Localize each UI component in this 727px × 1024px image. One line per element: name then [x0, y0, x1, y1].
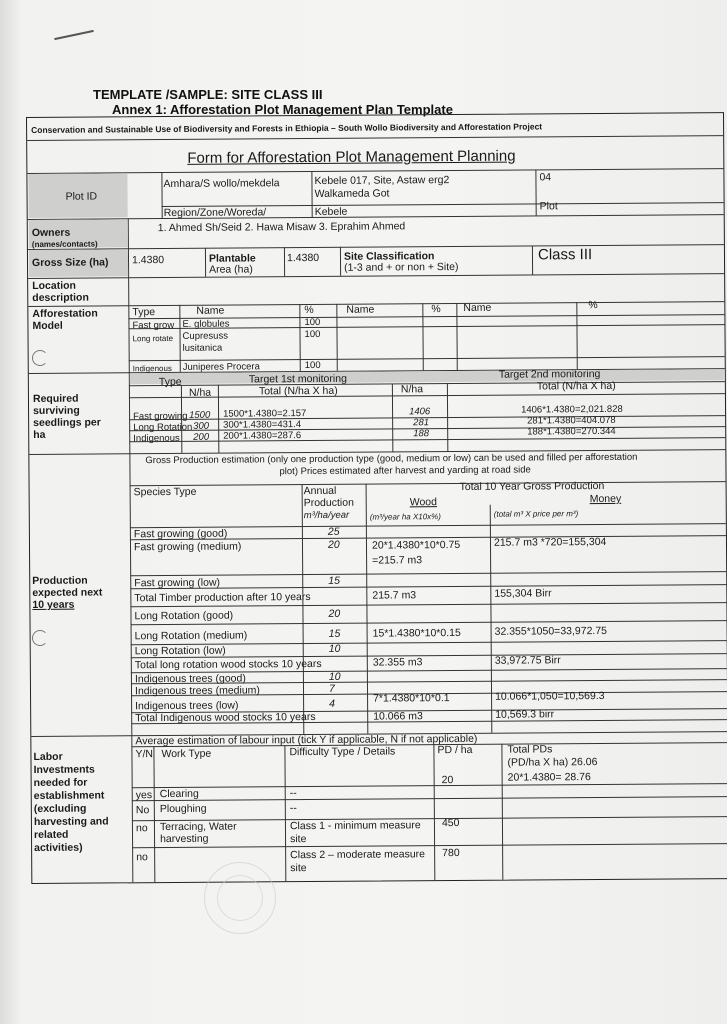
labor-label-8: activities) [34, 841, 83, 854]
production-row-annual: 7 [328, 682, 335, 695]
production-row-money: 10.066*1,050=10,569.3 [495, 689, 605, 703]
seedlings-row-total-2: 1406*1.4380=2,021.828 [521, 403, 623, 416]
labor-row-work: Clearing [159, 787, 199, 801]
labor-col-work: Work Type [161, 747, 212, 761]
labor-label-3: needed for [33, 776, 88, 789]
production-row-money: 33,972.75 Birr [494, 654, 561, 667]
production-row-species: Total Timber production after 10 years [134, 591, 311, 605]
location-label-2: description [32, 291, 89, 304]
labor-row-pd: 780 [442, 846, 460, 860]
seedlings-col-type: Type [158, 375, 182, 389]
production-row-species: Fast growing (medium) [133, 540, 242, 554]
production-row-wood-2: =215.7 m3 [372, 554, 423, 567]
labor-row-diff: Class 1 - minimum measure [289, 819, 421, 833]
production-row-species: Total long rotation wood stocks 10 years [134, 657, 322, 672]
model-col-pct-2: % [431, 303, 441, 316]
labor-col-total: Total PDs [507, 743, 553, 756]
model-label-2: Model [32, 319, 63, 332]
plot-value: 04 [539, 171, 552, 184]
faded-stamp [204, 862, 276, 934]
production-col-money: Money [589, 492, 622, 506]
labor-row-yn: no [136, 851, 148, 864]
production-row-species: Indigenous trees (low) [135, 699, 239, 713]
model-row-name-2: lusitanica [182, 342, 223, 354]
seedlings-row-nha: 200 [193, 431, 210, 443]
labor-row-yn: yes [135, 789, 153, 802]
labor-col-total-2: (PD/ha X ha) 26.06 [507, 756, 598, 769]
labor-label-6: harvesting and [33, 815, 109, 828]
production-row-money: 155,304 Birr [494, 587, 552, 600]
labor-row-work: Terracing, Water [159, 820, 237, 834]
production-col-annual: Annual [303, 484, 337, 498]
labor-row-yn: No [135, 804, 150, 817]
gross-size-value: 1.4380 [131, 254, 165, 267]
production-row-money: 32.355*1050=33,972.75 [494, 624, 608, 638]
production-row-annual: 25 [327, 525, 340, 538]
production-row-annual: 10 [328, 670, 341, 683]
model-col-name-2: Name [346, 303, 375, 316]
project-line: Conservation and Sustainable Use of Biodiversity and Forests in Ethiopia – South Wollo Biodiversity and Afforestation Project [31, 121, 543, 135]
kebele-value-2: Walkameda Got [314, 187, 390, 200]
production-row-money: 10,569.3 birr [495, 708, 555, 721]
owners-value: 1. Ahmed Sh/Seid 2. Hawa Misaw 3. Eprahim Ahmed [157, 220, 406, 235]
location-label: Location [32, 279, 76, 292]
production-row-species: Total Indigenous wood stocks 10 years [135, 710, 316, 725]
labor-row-diff-2: site [290, 862, 307, 875]
annex-heading: Annex 1: Afforestation Plot Management Plan Template [112, 102, 453, 117]
template-heading: TEMPLATE /SAMPLE: SITE CLASS III [93, 87, 323, 102]
model-label: Afforestation [32, 307, 98, 320]
labor-label: Labor [33, 750, 63, 763]
pen-mark [54, 30, 94, 40]
production-row-wood: 7*1.4380*10*0.1 [373, 692, 450, 705]
labor-col-diff: Difficulty Type / Details [289, 745, 396, 759]
labor-col-yn: Y/N [135, 748, 154, 761]
seedlings-label-4: ha [33, 428, 46, 441]
production-note: Gross Production estimation (only one production type (good, medium or low) can be used and filled per afforestation [145, 451, 638, 467]
model-col-pct: % [304, 303, 314, 317]
kebele-value: Kebele 017, Site, Astaw erg2 [314, 174, 450, 187]
model-row-name: Cupresuss [182, 330, 228, 342]
model-row-name: Juniperes Procera [182, 361, 260, 373]
production-row-annual: 15 [328, 574, 340, 587]
production-row-species: Fast growing (low) [134, 576, 221, 590]
production-col-wood: Wood [409, 496, 437, 509]
production-col-wood-sub: (m³/year ha X10x%) [369, 512, 441, 522]
seedlings-row-type: Indigenous [133, 432, 180, 445]
seedlings-row-type: Fast growing [133, 410, 188, 423]
plot-id-label: Plot ID [65, 190, 98, 203]
gross-size-label: Gross Size (ha) [31, 256, 109, 269]
production-row-annual: 20 [327, 538, 340, 551]
production-col-species: Species Type [133, 485, 197, 499]
production-row-annual: 20 [328, 607, 341, 620]
seedlings-row-nha: 1500 [189, 409, 211, 421]
production-row-species: Indigenous trees (medium) [134, 684, 260, 698]
labor-label-5: (excluding [33, 802, 87, 815]
seedlings-label-3: seedlings per [33, 416, 101, 429]
model-col-type: Type [132, 306, 156, 319]
seedlings-label: Required [32, 392, 79, 405]
model-row-type: Indigenous [132, 363, 172, 374]
labor-label-7: related [33, 828, 69, 841]
seedlings-row-total: 1500*1.4380=2.157 [223, 408, 307, 420]
production-row-wood: 32.355 m3 [372, 656, 423, 669]
punch-hole-mark [32, 350, 48, 366]
production-row-species: Long Rotation (good) [134, 609, 234, 623]
form-title: Form for Afforestation Plot Management Planning [187, 147, 516, 167]
labor-row-diff: -- [289, 802, 297, 815]
production-row-annual: 15 [328, 627, 341, 640]
site-class-sub: (1-3 and + or non + Site) [344, 260, 459, 274]
region-label: Region/Zone/Woreda/ [163, 206, 267, 220]
seedlings-row-type: Long Rotation [133, 421, 193, 434]
seedlings-row-total: 300*1.4380=431.4 [223, 419, 302, 431]
punch-hole-mark [32, 630, 48, 646]
owners-label: Owners [31, 226, 71, 239]
production-row-species: Fast growing (good) [133, 527, 228, 541]
model-row-name: E. globules [182, 318, 230, 330]
production-col-money-sub: (total m³ X price per m³) [493, 509, 579, 519]
seedlings-row-nha-2: 1406 [409, 406, 431, 418]
seedlings-row-nha-2: 188 [413, 428, 430, 440]
labor-row-diff: -- [289, 787, 297, 800]
labor-note: Average estimation of labour input (tick Y if applicable, N if not applicable) [135, 732, 478, 748]
production-col-annual-2: Production [303, 496, 354, 510]
owners-sublabel: (names/contacts) [31, 239, 98, 249]
plantable-value: 1.4380 [286, 251, 320, 265]
production-row-annual: 10 [328, 642, 341, 655]
production-row-wood: 15*1.4380*10*0.15 [372, 626, 461, 640]
production-row-annual: 4 [329, 697, 335, 710]
region-value: Amhara/S wollo/mekdela [163, 177, 280, 191]
production-col-annual-3: m³/ha/year [303, 509, 350, 522]
labor-row-diff: Class 2 – moderate measure [290, 848, 426, 862]
production-row-species: Long Rotation (low) [134, 644, 226, 658]
model-row-type: Fast grow [132, 319, 175, 332]
labor-row-pd: 20 [441, 774, 454, 787]
target-2-label: Target 2nd monitoring [498, 367, 601, 381]
production-col-total: Total 10 Year Gross Production [459, 479, 605, 493]
production-row-species: Long Rotation (medium) [134, 629, 248, 643]
seedlings-row-total-2: 281*1.4380=404.078 [527, 414, 616, 427]
production-label: Production [32, 574, 88, 587]
production-label-2: expected next [32, 586, 103, 599]
seedlings-row-nha: 300 [193, 420, 210, 432]
site-class-label: Site Classification [343, 250, 435, 263]
seedlings-label-2: surviving [33, 404, 80, 417]
labor-row-pd: 450 [441, 816, 460, 830]
model-col-pct-3: % [588, 299, 598, 312]
plantable-label-2: Area (ha) [209, 263, 253, 276]
seedlings-row-nha-2: 281 [413, 417, 430, 429]
labor-row-diff-2: site [290, 833, 307, 846]
model-col-name-3: Name [463, 301, 492, 314]
labor-row-work: Ploughing [159, 802, 207, 816]
labor-col-pd: PD / ha [437, 743, 473, 757]
production-row-species: Indigenous trees (good) [134, 672, 246, 686]
labor-row-yn: no [135, 822, 148, 835]
seedlings-row-total-2: 188*1.4380=270.344 [527, 425, 616, 438]
labor-row-work-2: harvesting [160, 832, 209, 846]
production-row-wood: 20*1.4380*10*0.75 [371, 538, 461, 552]
plantable-label: Plantable [208, 252, 256, 265]
plot-label: Plot [539, 200, 558, 213]
seedlings-col-nha-2: N/ha [400, 383, 424, 396]
model-row-pct: 100 [304, 328, 321, 341]
production-row-wood: 10.066 m3 [373, 710, 423, 723]
model-col-name: Name [196, 304, 225, 317]
production-note-2: plot) Prices estimated after harvest and yarding at road side [279, 464, 531, 478]
model-row-pct: 100 [304, 359, 321, 372]
model-row-pct: 100 [304, 316, 321, 329]
production-row-money: 215.7 m3 *720=155,304 [493, 535, 607, 549]
target-1-label: Target 1st monitoring [248, 372, 347, 386]
production-label-3: 10 years [32, 598, 75, 611]
seedlings-row-total: 200*1.4380=287.6 [223, 430, 302, 442]
seedlings-col-total: Total (N/ha X ha) [258, 384, 338, 398]
model-row-type: Long rotate [132, 333, 174, 344]
seedlings-col-total-2: Total (N/ha X ha) [536, 379, 616, 393]
seedlings-col-nha: N/ha [188, 386, 212, 399]
plan-form [26, 112, 727, 884]
site-class-value: Class III [537, 246, 593, 264]
labor-label-4: establishment [33, 789, 105, 802]
labor-row-total: 20*1.4380= 28.76 [507, 771, 591, 784]
production-row-wood: 215.7 m3 [372, 589, 417, 602]
labor-label-2: Investments [33, 763, 95, 776]
kebele-label: Kebele [314, 205, 348, 218]
